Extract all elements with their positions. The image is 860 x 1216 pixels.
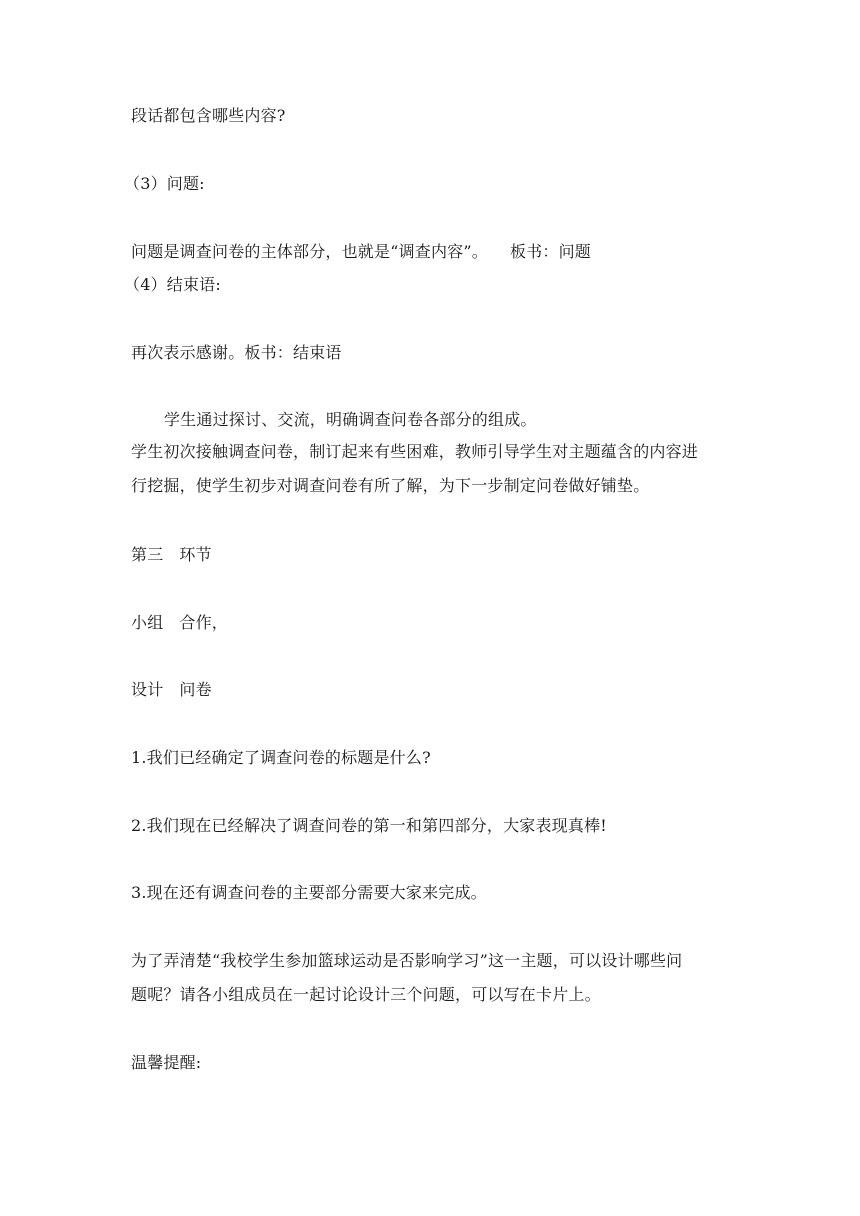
stage-label-part: 设计 — [131, 680, 164, 699]
board-note: 板书：问题 — [509, 242, 591, 261]
paragraph-line: 行挖掘，使学生初步对调查问卷有所了解，为下一步制定问卷做好铺垫。 — [131, 476, 650, 495]
stage-label — [131, 611, 228, 635]
paragraph-line: 再次表示感谢。板书：结束语 — [131, 343, 342, 362]
numbered-item: 2.我们现在已经解决了调查问卷的第一和第四部分，大家表现真棒! — [131, 816, 607, 835]
paragraph-line: 为了弄清楚“我校学生参加篮球运动是否影响学习”这一主题，可以设计哪些问 — [131, 951, 683, 970]
paragraph-line: 学生通过探讨、交流，明确调查问卷各部分的组成。 — [164, 410, 537, 429]
section-heading-closing: （4）结束语: — [124, 275, 221, 294]
paragraph-line: 学生初次接触调查问卷，制订起来有些困难，教师引导学生对主题蕴含的内容进 — [131, 442, 699, 461]
stage-label-part: 环节 — [179, 545, 212, 564]
paragraph-line: 段话都包含哪些内容? — [131, 106, 286, 125]
stage-label — [131, 543, 212, 567]
section-heading-questions: （3）问题: — [124, 174, 205, 193]
paragraph-text: 问题是调查问卷的主体部分，也就是“调查内容”。 — [131, 242, 488, 261]
numbered-item: 1.我们已经确定了调查问卷的标题是什么? — [131, 748, 431, 767]
paragraph-line: 题呢？请各小组成员在一起讨论设计三个问题，可以写在卡片上。 — [131, 985, 601, 1004]
reminder-heading: 温馨提醒: — [131, 1053, 202, 1072]
stage-label-part: 小组 — [131, 613, 164, 632]
stage-label — [131, 678, 212, 702]
stage-label-part: 合作， — [179, 613, 229, 632]
stage-label-part: 第三 — [131, 545, 164, 564]
paragraph-line — [131, 240, 591, 264]
numbered-item: 3.现在还有调查问卷的主要部分需要大家来完成。 — [131, 883, 487, 902]
stage-label-part: 问卷 — [179, 680, 212, 699]
